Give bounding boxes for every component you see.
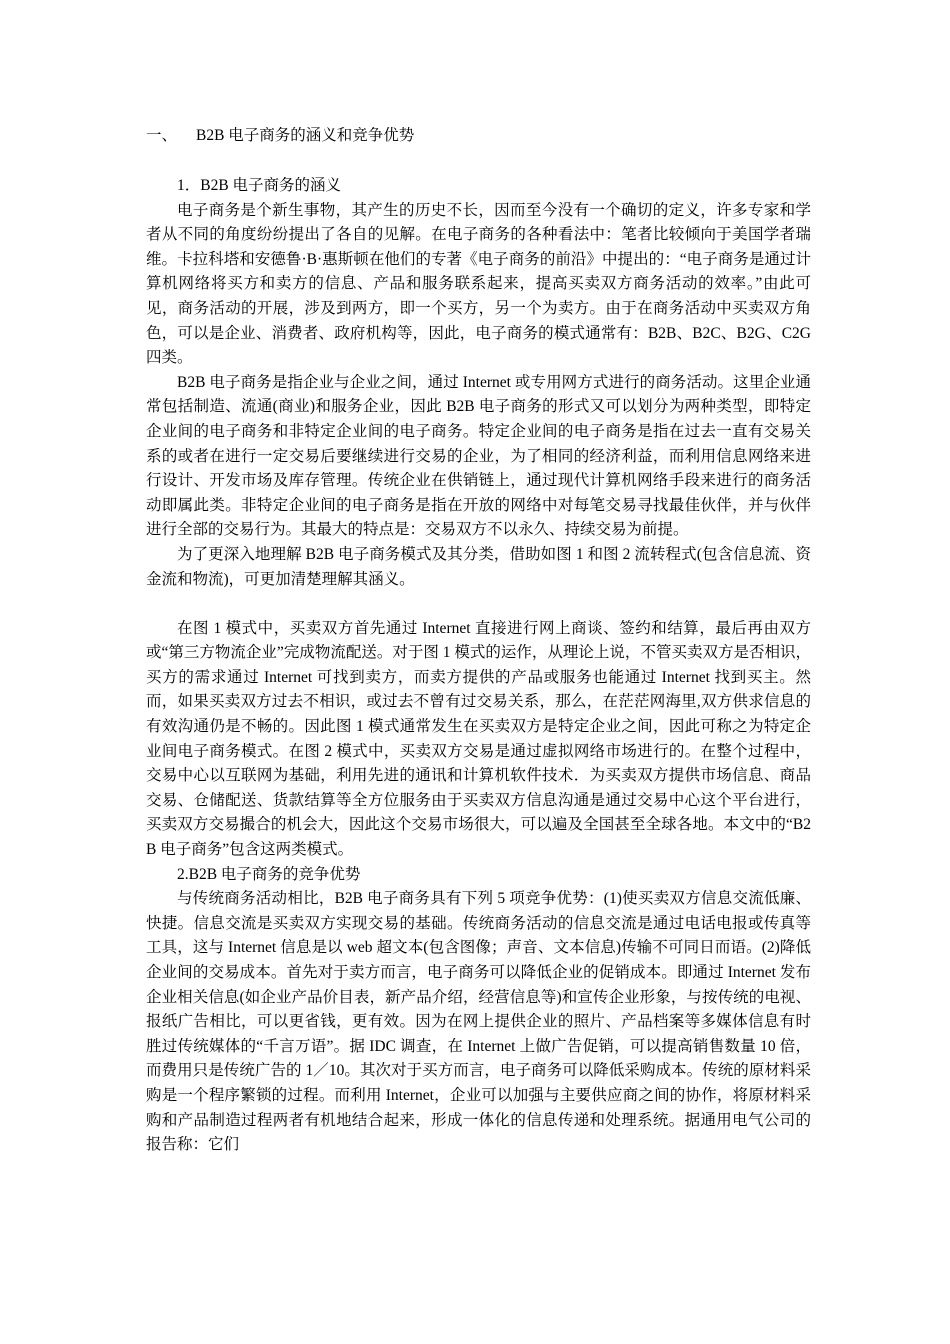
subsection-2-title: 2.B2B 电子商务的竞争优势: [177, 865, 361, 883]
paragraph-figure-models: 在图 1 模式中，买卖双方首先通过 Internet 直接进行网上商谈、签约和结算，最后再由双方或“第三方物流企业”完成物流配送。对于图 1 模式的运作，从理论上说，不管买卖双方是否相识，买方的需求通过 Internet 可找到卖方，而卖方提供的产品或服务也能通过 Internet 找到买主。然而，如果买卖双方过去不相识，或过去不曾有过交易关系，那么，在茫茫网海里,双方供求信息的有效沟通仍是不畅的。因此图 1 模式通常发生在买卖双方是特定企业之间，因此可称之为特定企业间电子商务模式。在图 2 模式中，买卖双方交易是通过虚拟网络市场进行的。在整个过程中，交易中心以互联网为基础，利用先进的通讯和计算机软件技术．为买卖双方提供市场信息、商品交易、仓储配送、货款结算等全方位服务由于买卖双方信息沟通是通过交易中心这个平台进行，买卖双方交易撮合的机会大，因此这个交易市场很大，可以遍及全国甚至全球各地。本文中的“B2B 电子商务”包含这两类模式。: [146, 619, 811, 859]
subsection-1-title: 1．B2B 电子商务的涵义: [177, 177, 342, 194]
paragraph-b2b-types: B2B 电子商务是指企业与企业之间，通过 Internet 或专用网方式进行的商务活动。这里企业通常包括制造、流通(商业)和服务企业，因此 B2B 电子商务的形式又可以划分为两种类型，即特定企业间的电子商务和非特定企业间的电子商务。特定企业间的电子商务是指在过去一直有交易关系的或者在进行一定交易后要继续进行交易的企业，为了相同的经济利益，而利用信息网络来进行设计、开发市场及库存管理。传统企业在供销链上，通过现代计算机网络手段来进行的商务活动即属此类。非特定企业间的电子商务是指在开放的网络中对每笔交易寻找最佳伙伴，并与伙伴进行全部的交易行为。其最大的特点是：交易双方不以永久、持续交易为前提。: [146, 373, 811, 539]
blank-line: [146, 592, 811, 617]
paragraph-competitive-advantages: 与传统商务活动相比，B2B 电子商务具有下列 5 项竞争优势：(1)使买卖双方信息交流低廉、快捷。信息交流是买卖双方实现交易的基础。传统商务活动的信息交流是通过电话电报或传真等工具，这与 Internet 信息是以 web 超文本(包含图像；声音、文本信息)传输不可同日而语。(2)降低企业间的交易成本。首先对于卖方而言，电子商务可以降低企业的促销成本。即通过 Internet 发布企业相关信息(如企业产品价目表，新产品介绍，经营信息等)和宣传企业形象，与按传统的电视、报纸广告相比，可以更省钱，更有效。因为在网上提供企业的照片、产品档案等多媒体信息有时胜过传统媒体的“千言万语”。据 IDC 调查，在 Internet 上做广告促销，可以提高销售数量 10 倍，而费用只是传统广告的 1／10。其次对于买方而言，电子商务可以降低采购成本。传统的原材料采购是一个程序繁锁的过程。而利用 Internet，企业可以加强与主要供应商之间的协作，将原材料采购和产品制造过程两者有机地结合起来，形成一体化的信息传递和处理系统。据通用电气公司的报告称：它们: [146, 890, 811, 1154]
document-body: [146, 124, 811, 1158]
section-title: B2B 电子商务的涵义和竞争优势: [196, 127, 415, 144]
section-heading: [146, 124, 811, 148]
paragraph-definition: 电子商务是个新生事物，其产生的历史不长，因而至今没有一个确切的定义，许多专家和学者从不同的角度纷纷提出了各自的见解。在电子商务的各种看法中：笔者比较倾向于美国学者瑞维。卡拉科塔和安德鲁·B·惠斯顿在他们的专著《电子商务的前沿》中提出的：“电子商务是通过计算机网络将买方和卖方的信息、产品和服务联系起来，提高买卖双方商务活动的效率。”由此可见，商务活动的开展，涉及到两方，即一个买方，另一个为卖方。由于在商务活动中买卖双方角色，可以是企业、消费者、政府机构等，因此，电子商务的模式通常有：B2B、B2C、B2G、C2G 四类。: [146, 201, 811, 367]
paragraph-figure-intro: 为了更深入地理解 B2B 电子商务模式及其分类，借助如图 1 和图 2 流转程式(包含信息流、资金流和物流)，可更加清楚理解其涵义。: [146, 545, 811, 588]
section-number: 一、: [146, 127, 178, 144]
